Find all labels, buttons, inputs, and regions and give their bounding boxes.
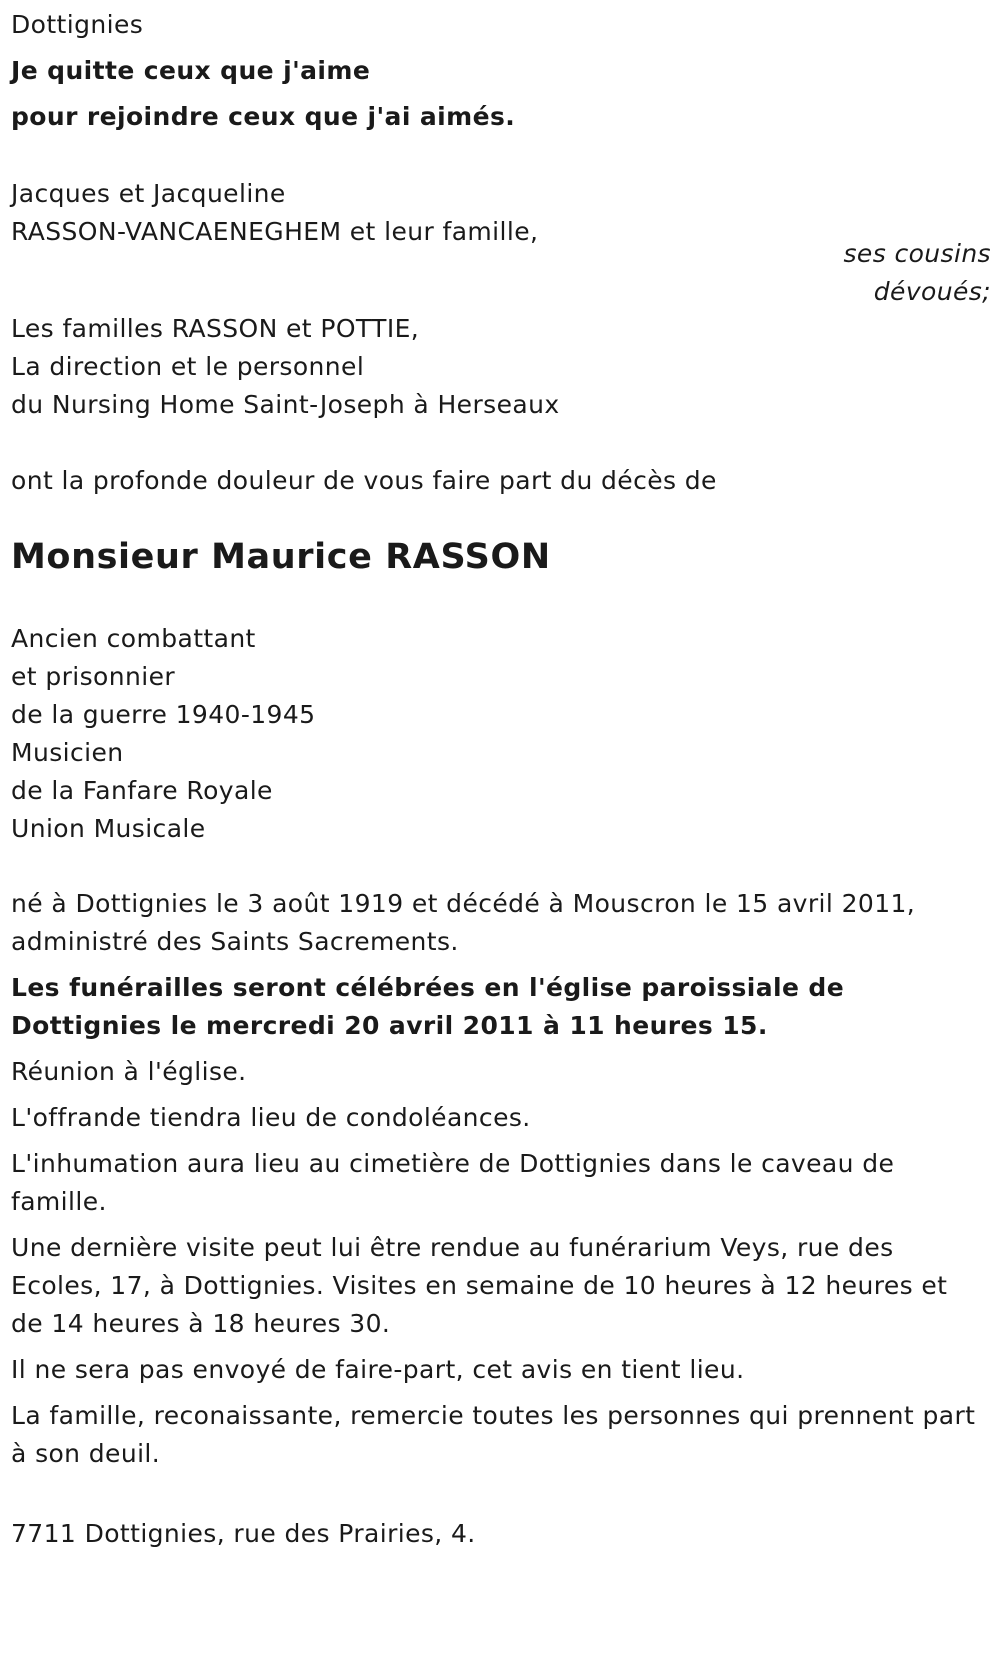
place-name: Dottignies (11, 10, 144, 39)
title-line: et prisonnier (11, 662, 176, 691)
address-section (11, 1515, 986, 1553)
announcement-text: ont la profonde douleur de vous faire part du décès de (11, 466, 717, 495)
relation-block (16, 235, 991, 311)
other-mourners-section (11, 310, 986, 424)
details-section (11, 885, 986, 1473)
deceased-titles (11, 620, 986, 848)
announcement-section (11, 462, 986, 500)
title-line: de la guerre 1940-1945 (11, 700, 316, 729)
birth-death-line-1: né à Dottignies le 3 août 1919 et décédé à Mouscron le 15 avril 2011, (11, 889, 916, 918)
burial-info: L'inhumation aura lieu au cimetière de Dottignies dans le caveau de famille. (11, 1149, 895, 1216)
title-line: Union Musicale (11, 814, 206, 843)
quote-line-1: Je quitte ceux que j'aime (11, 56, 371, 85)
deceased-name-section (11, 535, 986, 579)
thanks-info: La famille, reconaissante, remercie toutes les personnes qui prennent part à son deuil. (11, 1401, 976, 1468)
address-text: 7711 Dottignies, rue des Prairies, 4. (11, 1519, 476, 1548)
relation-line-1: ses cousins (843, 239, 991, 268)
header-section (11, 6, 986, 136)
title-line: Ancien combattant (11, 624, 256, 653)
offering-info: L'offrande tiendra lieu de condoléances. (11, 1103, 531, 1132)
meeting-info: Réunion à l'église. (11, 1057, 247, 1086)
notice-info: Il ne sera pas envoyé de faire-part, cet avis en tient lieu. (11, 1355, 745, 1384)
family-names-line-2: RASSON-VANCAENEGHEM et leur famille, (11, 217, 539, 246)
family-names-line-1: Jacques et Jacqueline (11, 179, 286, 208)
visit-info: Une dernière visite peut lui être rendue au funérarium Veys, rue des Ecoles, 17, à Dottignies. Visites en semaine de 10 heures à 12 heures et de 14 heures à 18 heures 30. (11, 1233, 948, 1338)
others-line-2: La direction et le personnel (11, 352, 365, 381)
title-line: de la Fanfare Royale (11, 776, 273, 805)
relation-line-2: dévoués; (873, 277, 991, 306)
others-line-1: Les familles RASSON et POTTIE, (11, 314, 420, 343)
others-line-3: du Nursing Home Saint-Joseph à Herseaux (11, 390, 560, 419)
quote-line-2: pour rejoindre ceux que j'ai aimés. (11, 102, 516, 131)
deceased-name: Monsieur Maurice RASSON (11, 537, 551, 577)
title-line: Musicien (11, 738, 124, 767)
birth-death-line-2: administré des Saints Sacrements. (11, 927, 459, 956)
funeral-info: Les funérailles seront célébrées en l'église paroissiale de Dottignies le mercredi 20 avril 2011 à 11 heures 15. (11, 973, 845, 1040)
